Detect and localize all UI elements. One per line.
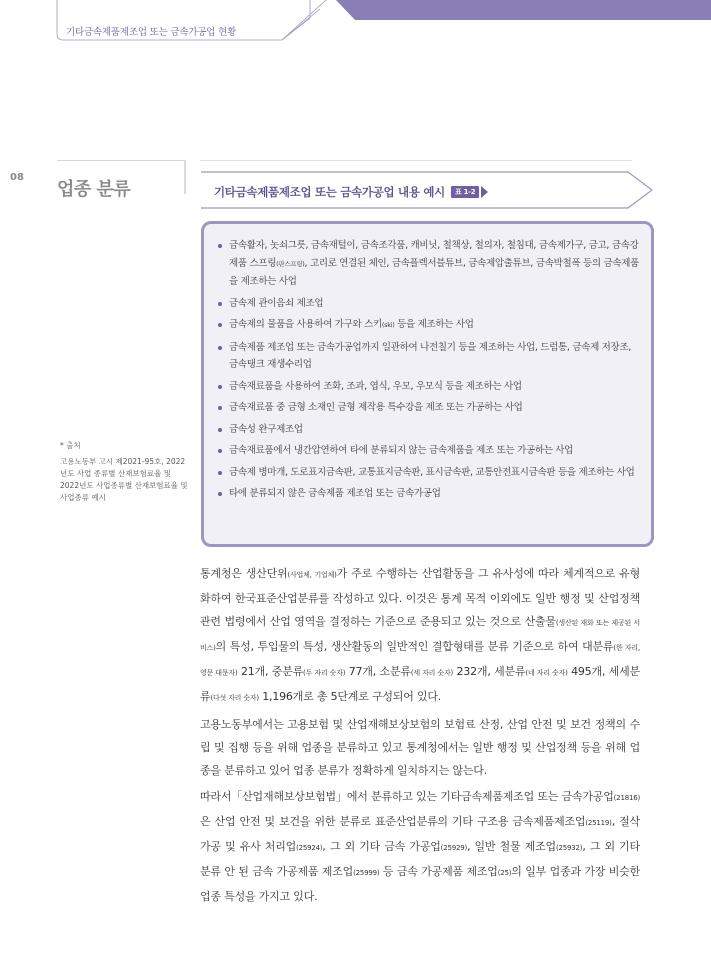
table-badge: 표 1-2 (451, 186, 479, 198)
paragraph-text: , 그 외 기타 분류 안 된 금속 가공제품 제조업 (200, 840, 640, 878)
list-item: 금속재료품을 사용하여 조화, 조과, 엽식, 우모, 우모식 등을 제조하는 사업 (218, 378, 641, 396)
list-item: 금속제 관이음쇠 제조업 (218, 295, 641, 313)
paragraph-note: (사업체, 기업체) (287, 571, 337, 579)
example-list (218, 237, 641, 507)
paragraph-text: 의 일부 업종과 가장 비슷한 업종 특성을 가지고 있다. (200, 865, 641, 903)
badge-arrow-icon (481, 186, 488, 198)
list-item: 금속제 병마개, 도로표지금속판, 교통표지금속판, 표시금속판, 교통안전표시금속판 등을 제조하는 사업 (218, 464, 641, 482)
top-rule (200, 160, 632, 161)
paragraph-note: (25924) (296, 844, 323, 852)
paragraph-text: , 일반 철물 제조업 (467, 840, 556, 853)
paragraph-text: 은 산업 안전 및 보건을 위한 분류로 표준산업분류의 기타 구조용 금속제품제조업 (200, 815, 586, 828)
paragraph-note: (세 자리 숫자) (410, 669, 454, 677)
paragraph-text: 1,196개로 총 5단계로 구성되어 있다. (258, 690, 442, 703)
paragraph-text: 가 주로 수행하는 산업활동을 그 유사성에 따라 체계적으로 유형화하여 한국표준산업분류를 작성하고 있다. 이것은 통계 목적 이외에도 일반 행정 및 산업정책 관련 법령에서 산업 영역을 결정하는 기준으로 준용되고 있는 것으로 산출물 (200, 567, 640, 628)
page-number: 08 (10, 172, 24, 183)
list-item: 금속제의 물품을 사용하여 가구와 스키(ski) 등을 제조하는 사업 (218, 316, 641, 335)
section-title: 업종 분류 (57, 179, 131, 200)
paragraph-text: 등 금속 가공제품 제조업 (379, 865, 498, 878)
paragraph-text: 21개, 중분류 (237, 665, 304, 678)
paragraph-text: 고용노동부에서는 고용보험 및 산업재해보상보험의 보험료 산정, 산업 안전 및 보건 정책의 수립 및 집행 등을 위해 업종을 분류하고 있고 통계청에서는 일반 행정 및 산업정책 등을 위해 업종을 분류하고 있어 업종 분류가 정확하게 일치하지는 않는다. (200, 718, 640, 777)
section-rule (57, 160, 185, 161)
paragraph-note: (한 자리, 영문 대문자) (200, 644, 640, 677)
list-item: 금속제품 제조업 또는 금속가공업까지 일관하여 나전칠기 등을 제조하는 사업, 드럼통, 금속제 저장조, 금속탱크 재생수리업 (218, 339, 641, 374)
paragraph-text: 232개, 세분류 (453, 665, 526, 678)
paragraph-note: (25932) (555, 844, 583, 852)
list-item: 금속재료품에서 냉간압연하여 타에 분류되지 않는 금속제품을 제조 또는 가공하는 사업 (218, 442, 641, 460)
paragraph-text: , 절삭 가공 및 유사 처리업 (200, 815, 640, 853)
paragraph-text: 77개, 소분류 (345, 665, 411, 678)
paragraph-text: 495개, 세세분류 (200, 665, 640, 703)
paragraph-note: (21816) (613, 794, 640, 802)
paragraph-2 (200, 713, 640, 782)
paragraph-note: (두 자리 숫자) (303, 669, 346, 677)
list-item: 금속활자, 놋쇠그릇, 금속재털이, 금속조각품, 캐비닛, 철책상, 철의자, 철침대, 금속제가구, 금고, 금속강제품 스프링(판스프링), 고리로 연결된 체인, 금속플렉서블튜브, 금속제압출튜브, 금속박철폭 등의 금속제품을 제조하는 사업 (218, 237, 641, 291)
list-item: 금속성 완구제조업 (218, 421, 641, 439)
paragraph-text: , 그 외 기타 금속 가공업 (322, 840, 441, 853)
paragraph-1 (200, 562, 640, 710)
paragraph-text: 의 특성, 투입물의 특성, 생산활동의 일반적인 결합형태를 분류 기준으로 하여 대분류 (215, 640, 614, 653)
paragraph-note: (25) (497, 869, 512, 877)
paragraph-note: (다섯 자리 숫자) (210, 694, 259, 702)
paragraph-note: (25929) (440, 844, 468, 852)
paragraph-note: (25119) (585, 819, 612, 827)
list-item: 금속재료품 중 금형 소재인 금형 제작용 특수강을 제조 또는 가공하는 사업 (218, 399, 641, 417)
paragraph-note: (25999) (353, 869, 380, 877)
source-label: * 출처 (60, 441, 81, 450)
example-box (201, 221, 654, 547)
source-text: 고용노동부 고시 제2021-95호, 2022년도 사업 종류별 산재보험료율 및 2022년도 사업종류별 산재보험료율 및 사업종류 예시 (60, 457, 188, 502)
box-title-text: 기타금속제품제조업 또는 금속가공업 내용 예시 (214, 185, 445, 199)
body-text (200, 562, 640, 911)
list-item: 타에 분류되지 않은 금속제품 제조업 또는 금속가공업 (218, 485, 641, 503)
paragraph-text: 통계청은 생산단위 (200, 567, 288, 580)
paragraph-note: (생산된 재화 또는 제공된 서비스) (200, 619, 640, 652)
paragraph-note: (네 자리 숫자) (525, 669, 568, 677)
section-divider (184, 160, 186, 194)
source-note (60, 440, 190, 504)
box-title (214, 184, 488, 200)
paragraph-text: 따라서「산업재해보상보험법」에서 분류하고 있는 기타금속제품제조업 또는 금속가공업 (200, 790, 614, 803)
running-header-title: 기타금속제품제조업 또는 금속가공업 현황 (66, 27, 237, 38)
paragraph-3 (200, 785, 640, 908)
